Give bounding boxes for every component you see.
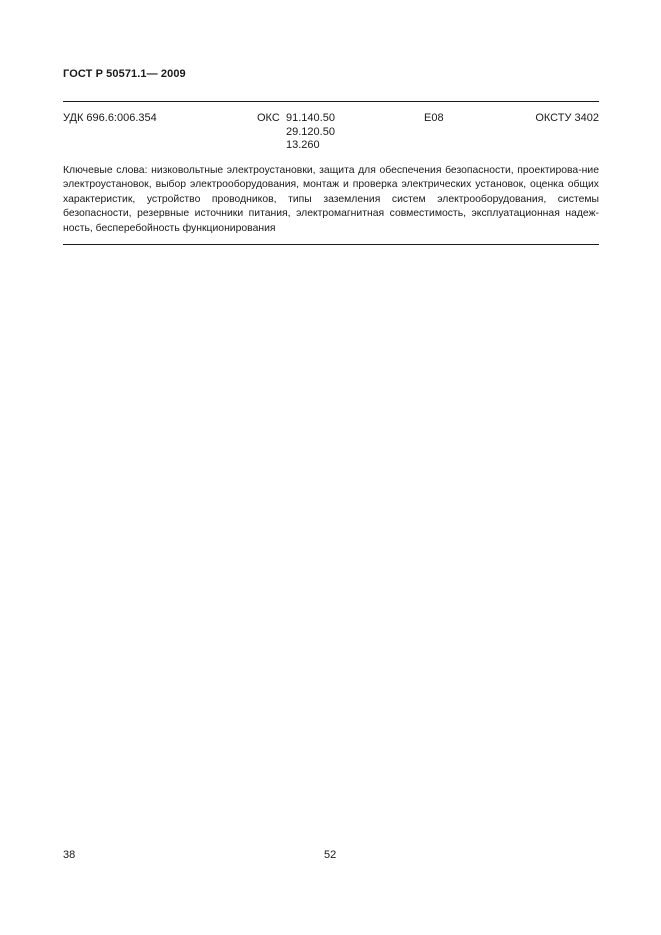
oks-code: 91.140.50 <box>286 112 335 124</box>
bottom-divider <box>63 244 599 245</box>
keywords-paragraph: Ключевые слова: низковольтные электроустановки, защита для обеспечения безопасности, проектирова-ние электроустановок, выбор электрооборудования, монтаж и проверка электрических установок, оценка общих характеристик, устройство проводников, типы заземления систем электрооборудования, системы безопасности, резервные источники питания, электромагнитная совместимость, эксплуатационная надеж-ность, бесперебойность функционирования <box>63 165 599 234</box>
oks-codes <box>286 112 335 153</box>
top-divider <box>63 101 599 102</box>
oks-label: ОКС <box>257 112 280 124</box>
page-number-center: 52 <box>324 849 337 861</box>
e-code: Е08 <box>424 112 444 124</box>
udk-code: УДК 696.6:006.354 <box>63 112 157 124</box>
okstu-code: ОКСТУ 3402 <box>535 112 599 124</box>
oks-code: 29.120.50 <box>286 125 335 138</box>
standard-code: ГОСТ Р 50571.1— 2009 <box>63 68 186 80</box>
oks-code: 13.260 <box>286 139 320 151</box>
page-number-left: 38 <box>63 849 76 861</box>
